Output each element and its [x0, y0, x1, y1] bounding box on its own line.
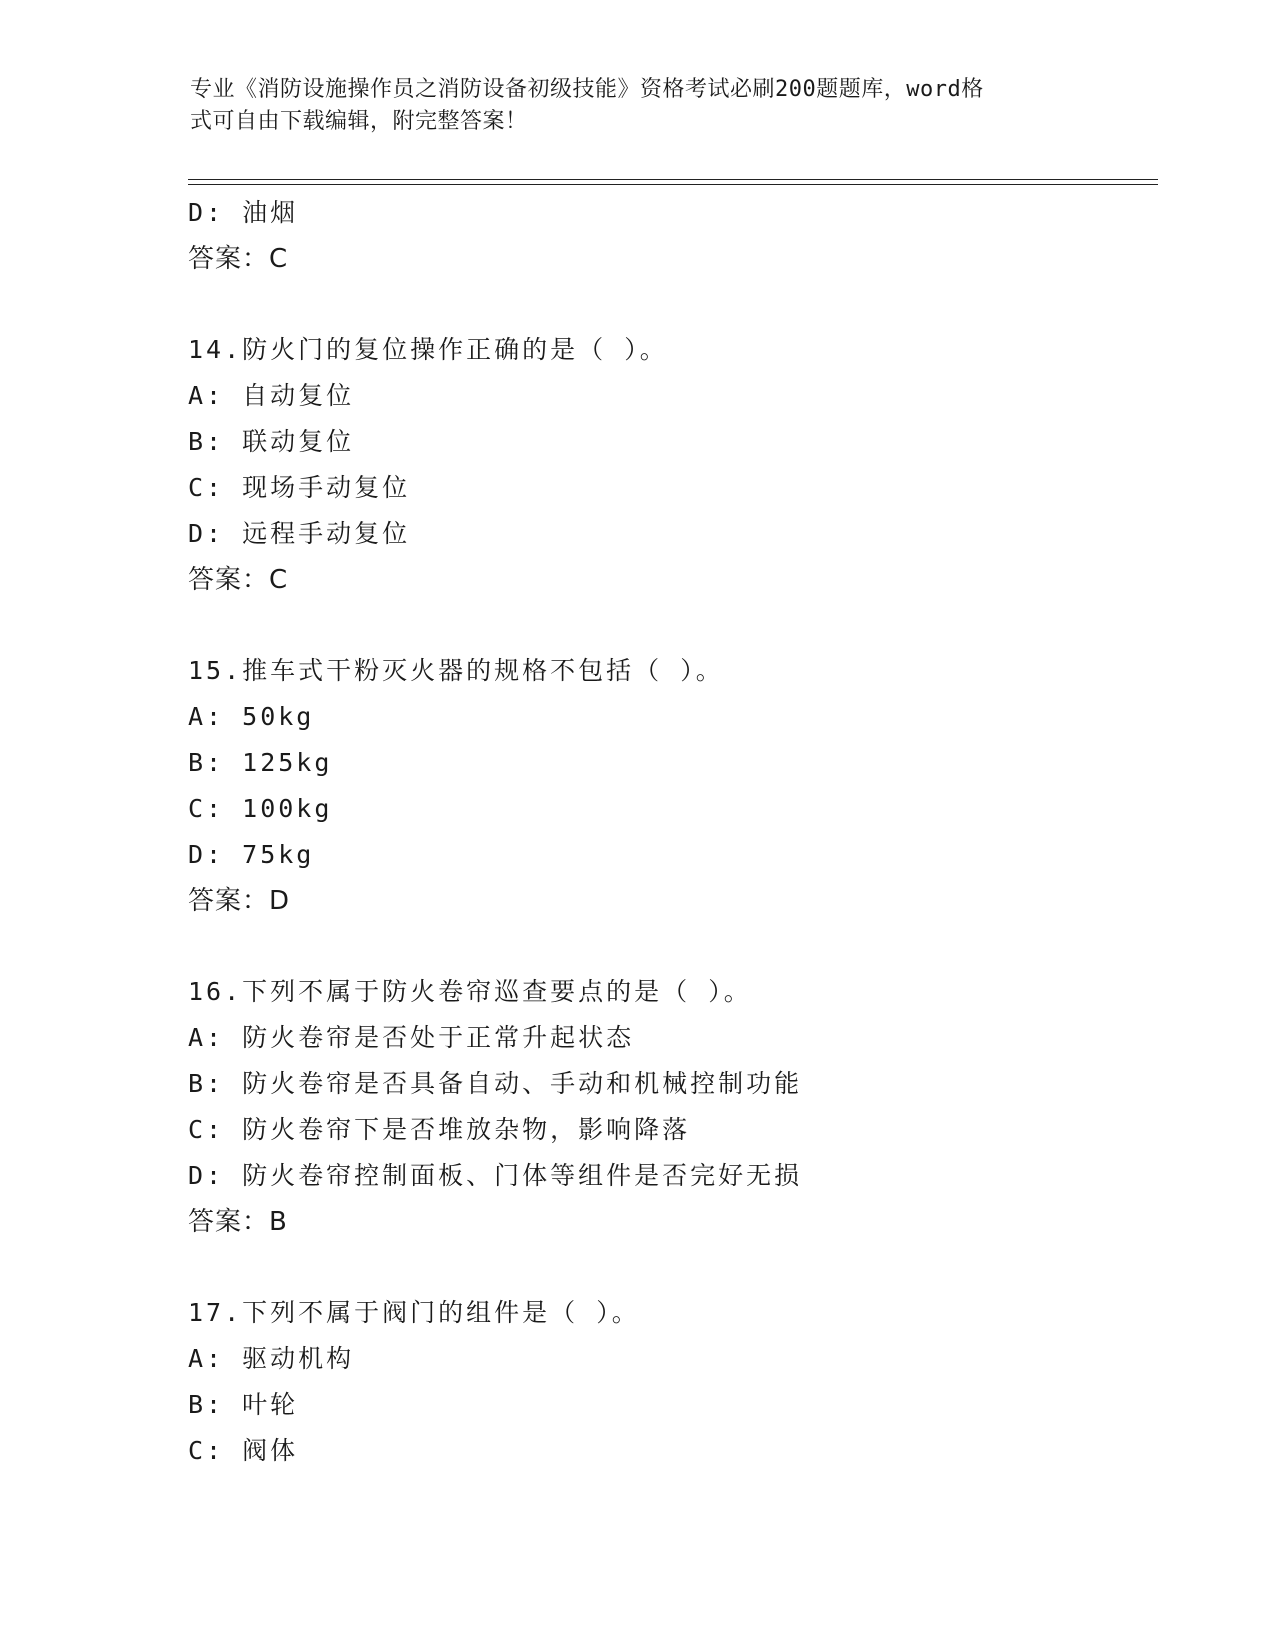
question-16	[188, 969, 1148, 1245]
question-14	[188, 327, 1148, 603]
option-b: B: 联动复位	[188, 427, 355, 456]
option-b: B: 叶轮	[188, 1390, 299, 1419]
header-title-line-1: 专业《消防设施操作员之消防设备初级技能》资格考试必刷200题题库，word格	[190, 77, 984, 102]
option-a: A: 驱动机构	[188, 1344, 355, 1373]
question-17	[188, 1290, 1148, 1474]
option-a: A: 50kg	[188, 702, 315, 731]
header-divider-top	[188, 179, 1158, 180]
question-stem: 15.推车式干粉灭火器的规格不包括（ ）。	[188, 656, 724, 685]
option-c: C: 现场手动复位	[188, 473, 411, 502]
document-header	[190, 74, 1070, 138]
option-a: A: 防火卷帘是否处于正常升起状态	[188, 1023, 635, 1052]
header-divider-bottom	[188, 184, 1158, 185]
question-stem: 14.防火门的复位操作正确的是（ ）。	[188, 335, 668, 364]
option-c: C: 阀体	[188, 1436, 299, 1465]
option-c: C: 100kg	[188, 794, 333, 823]
option-d: D: 油烟	[188, 198, 299, 227]
option-d: D: 远程手动复位	[188, 519, 411, 548]
option-b: B: 防火卷帘是否具备自动、手动和机械控制功能	[188, 1069, 803, 1098]
answer: 答案：C	[188, 565, 289, 595]
question-13-tail	[188, 190, 1148, 282]
option-d: D: 防火卷帘控制面板、门体等组件是否完好无损	[188, 1161, 803, 1190]
option-d: D: 75kg	[188, 840, 315, 869]
answer: 答案：C	[188, 244, 289, 274]
question-stem: 17.下列不属于阀门的组件是（ ）。	[188, 1298, 640, 1327]
question-list	[188, 190, 1148, 1474]
answer: 答案：B	[188, 1207, 288, 1237]
question-15	[188, 648, 1148, 924]
header-title-line-2: 式可自由下载编辑，附完整答案！	[190, 109, 528, 134]
option-c: C: 防火卷帘下是否堆放杂物，影响降落	[188, 1115, 691, 1144]
option-a: A: 自动复位	[188, 381, 355, 410]
question-stem: 16.下列不属于防火卷帘巡查要点的是（ ）。	[188, 977, 752, 1006]
option-b: B: 125kg	[188, 748, 333, 777]
answer: 答案：D	[188, 886, 291, 916]
